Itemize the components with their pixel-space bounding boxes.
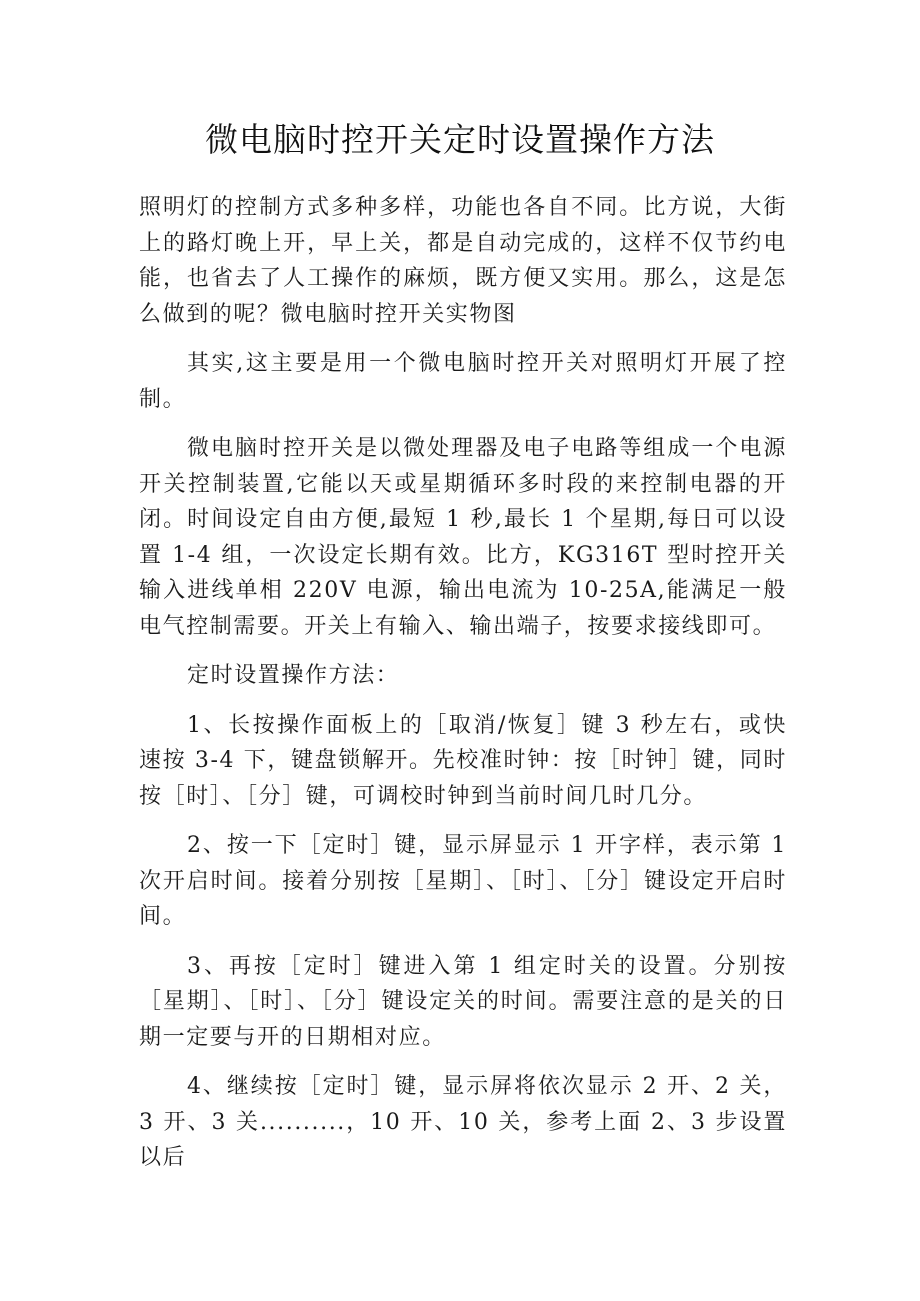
- document-body: [139, 190, 787, 1176]
- paragraph-intro: 照明灯的控制方式多种多样，功能也各自不同。比方说，大街上的路灯晚上开，早上关，都是自动完成的，这样不仅节约电能，也省去了人工操作的麻烦，既方便又实用。那么，这是怎么做到的呢？微电脑时控开关实物图: [139, 195, 787, 327]
- document-title: 微电脑时控开关定时设置操作方法: [205, 120, 715, 159]
- paragraph-step-4: 4、继续按［定时］键，显示屏将依次显示 2 开、2 关，3 开、3 关..........，10 开、10 关，参考上面 2、3 步设置以后: [139, 1074, 787, 1170]
- paragraph-step-1: 1、长按操作面板上的［取消/恢复］键 3 秒左右，或快速按 3-4 下，键盘锁解开。先校准时钟：按［时钟］键，同时按［时］、［分］键，可调校时钟到当前时间几时几分。: [139, 712, 787, 809]
- paragraph-step-2: 2、按一下［定时］键，显示屏显示 1 开字样，表示第 1 次开启时间。接着分别按［星期］、［时］、［分］键设定开启时间。: [139, 833, 787, 929]
- paragraph-step-3: 3、再按［定时］键进入第 1 组定时关的设置。分别按［星期］、［时］、［分］键设定关的时间。需要注意的是关的日期一定要与开的日期相对应。: [139, 953, 787, 1050]
- paragraph-device-description: 微电脑时控开关是以微处理器及电子电路等组成一个电源开关控制装置,它能以天或星期循环多时段的来控制电器的开闭。时间设定自由方便,最短 1 秒,最长 1 个星期,每日可以设置 1-4 组，一次设定长期有效。比方，KG316T 型时控开关输入进线单相 220V 电源，输出电流为 10-25A,能满足一般电气控制需要。开关上有输入、输出端子，按要求接线即可。: [139, 436, 787, 639]
- paragraph-method-heading: 定时设置操作方法：: [187, 663, 400, 688]
- paragraph-explanation: 其实,这主要是用一个微电脑时控开关对照明灯开展了控制。: [139, 351, 787, 412]
